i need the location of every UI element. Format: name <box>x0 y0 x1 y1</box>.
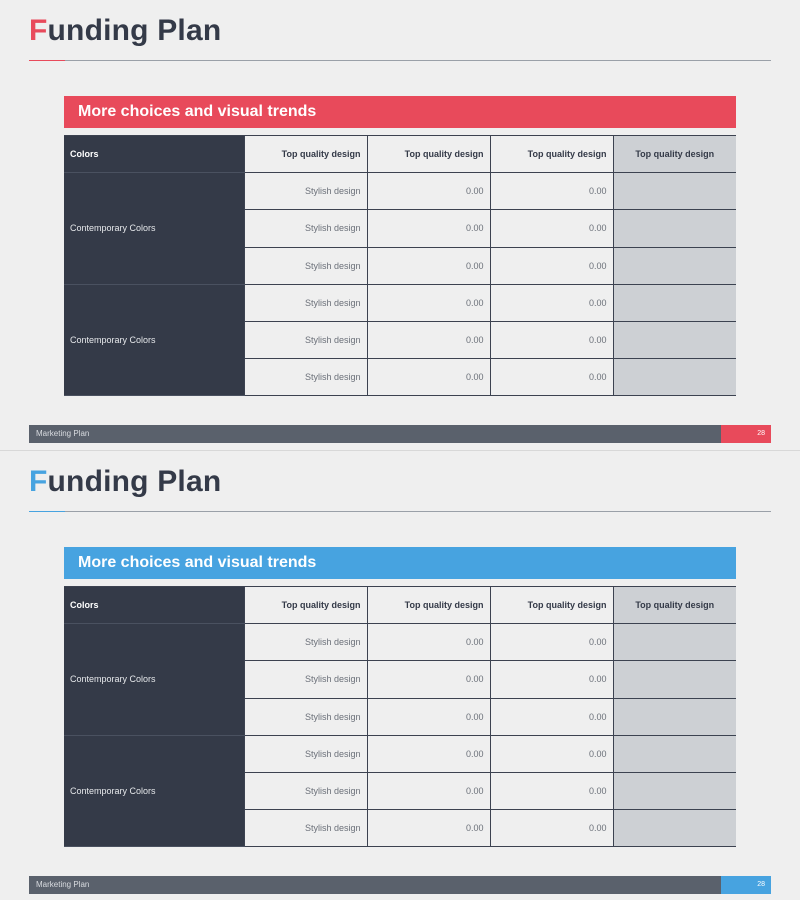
table-cell: Stylish design <box>244 661 367 698</box>
table-row <box>64 284 736 321</box>
row-group-label: Contemporary Colors <box>64 735 244 847</box>
column-header: Top quality design <box>367 587 490 624</box>
table-cell <box>613 735 736 772</box>
funding-table <box>64 586 736 847</box>
table-cell: 0.00 <box>367 735 490 772</box>
title-initial: F <box>29 465 48 498</box>
table-cell: 0.00 <box>490 359 613 396</box>
page-title <box>29 465 221 499</box>
table-cell: 0.00 <box>490 772 613 809</box>
table-cell: 0.00 <box>490 735 613 772</box>
column-header: Colors <box>64 136 244 173</box>
table-row <box>64 735 736 772</box>
title-divider <box>29 60 771 61</box>
table-cell: Stylish design <box>244 359 367 396</box>
table-cell: 0.00 <box>367 210 490 247</box>
table-cell: 0.00 <box>367 173 490 210</box>
table-cell: Stylish design <box>244 698 367 735</box>
table-cell: 0.00 <box>367 698 490 735</box>
table-cell: 0.00 <box>490 173 613 210</box>
table-cell <box>613 284 736 321</box>
row-group-label: Contemporary Colors <box>64 284 244 396</box>
table-cell <box>613 321 736 358</box>
table-cell: 0.00 <box>367 624 490 661</box>
column-header: Top quality design <box>490 587 613 624</box>
table-cell: 0.00 <box>490 247 613 284</box>
title-divider-accent <box>29 511 65 512</box>
title-rest: unding Plan <box>47 465 222 498</box>
column-header: Top quality design <box>244 587 367 624</box>
table-cell <box>613 698 736 735</box>
row-group-label: Contemporary Colors <box>64 624 244 736</box>
column-header: Top quality design <box>490 136 613 173</box>
table-cell: Stylish design <box>244 247 367 284</box>
table-cell: 0.00 <box>490 698 613 735</box>
table-cell <box>613 210 736 247</box>
column-header: Top quality design <box>367 136 490 173</box>
table-cell <box>613 624 736 661</box>
footer-label: Marketing Plan <box>36 880 90 889</box>
footer-bar <box>29 876 771 894</box>
table-cell: 0.00 <box>367 321 490 358</box>
table-row <box>64 624 736 661</box>
table-cell: Stylish design <box>244 321 367 358</box>
footer-bar <box>29 425 771 443</box>
column-header: Colors <box>64 587 244 624</box>
table-cell: 0.00 <box>367 772 490 809</box>
table-cell: Stylish design <box>244 284 367 321</box>
table-cell: Stylish design <box>244 210 367 247</box>
title-divider-accent <box>29 60 65 61</box>
table-cell: 0.00 <box>367 247 490 284</box>
table-cell: 0.00 <box>490 321 613 358</box>
table-cell: 0.00 <box>490 210 613 247</box>
section-banner: More choices and visual trends <box>64 96 736 128</box>
table-cell: Stylish design <box>244 772 367 809</box>
row-group-label: Contemporary Colors <box>64 173 244 285</box>
table-header-row <box>64 587 736 624</box>
footer-label: Marketing Plan <box>36 429 90 438</box>
table-cell: 0.00 <box>490 624 613 661</box>
page-number: 28 <box>721 876 771 894</box>
column-header: Top quality design <box>613 587 736 624</box>
title-rest: unding Plan <box>47 14 222 47</box>
table-cell: 0.00 <box>367 359 490 396</box>
table-cell: 0.00 <box>490 661 613 698</box>
table-cell: 0.00 <box>490 810 613 847</box>
table-cell <box>613 810 736 847</box>
table-cell: 0.00 <box>490 284 613 321</box>
slide <box>0 450 800 900</box>
table-cell: Stylish design <box>244 735 367 772</box>
page-number: 28 <box>721 425 771 443</box>
page-title <box>29 14 221 48</box>
column-header: Top quality design <box>613 136 736 173</box>
table-cell: 0.00 <box>367 284 490 321</box>
table-row <box>64 173 736 210</box>
table-header-row <box>64 136 736 173</box>
table-cell <box>613 247 736 284</box>
table-cell: 0.00 <box>367 810 490 847</box>
funding-table <box>64 135 736 396</box>
section-banner: More choices and visual trends <box>64 547 736 579</box>
table-cell: Stylish design <box>244 173 367 210</box>
table-cell <box>613 661 736 698</box>
table-cell <box>613 359 736 396</box>
table-cell: Stylish design <box>244 624 367 661</box>
table-cell: Stylish design <box>244 810 367 847</box>
table-cell <box>613 772 736 809</box>
column-header: Top quality design <box>244 136 367 173</box>
table-cell: 0.00 <box>367 661 490 698</box>
title-initial: F <box>29 14 48 47</box>
table-cell <box>613 173 736 210</box>
title-divider <box>29 511 771 512</box>
